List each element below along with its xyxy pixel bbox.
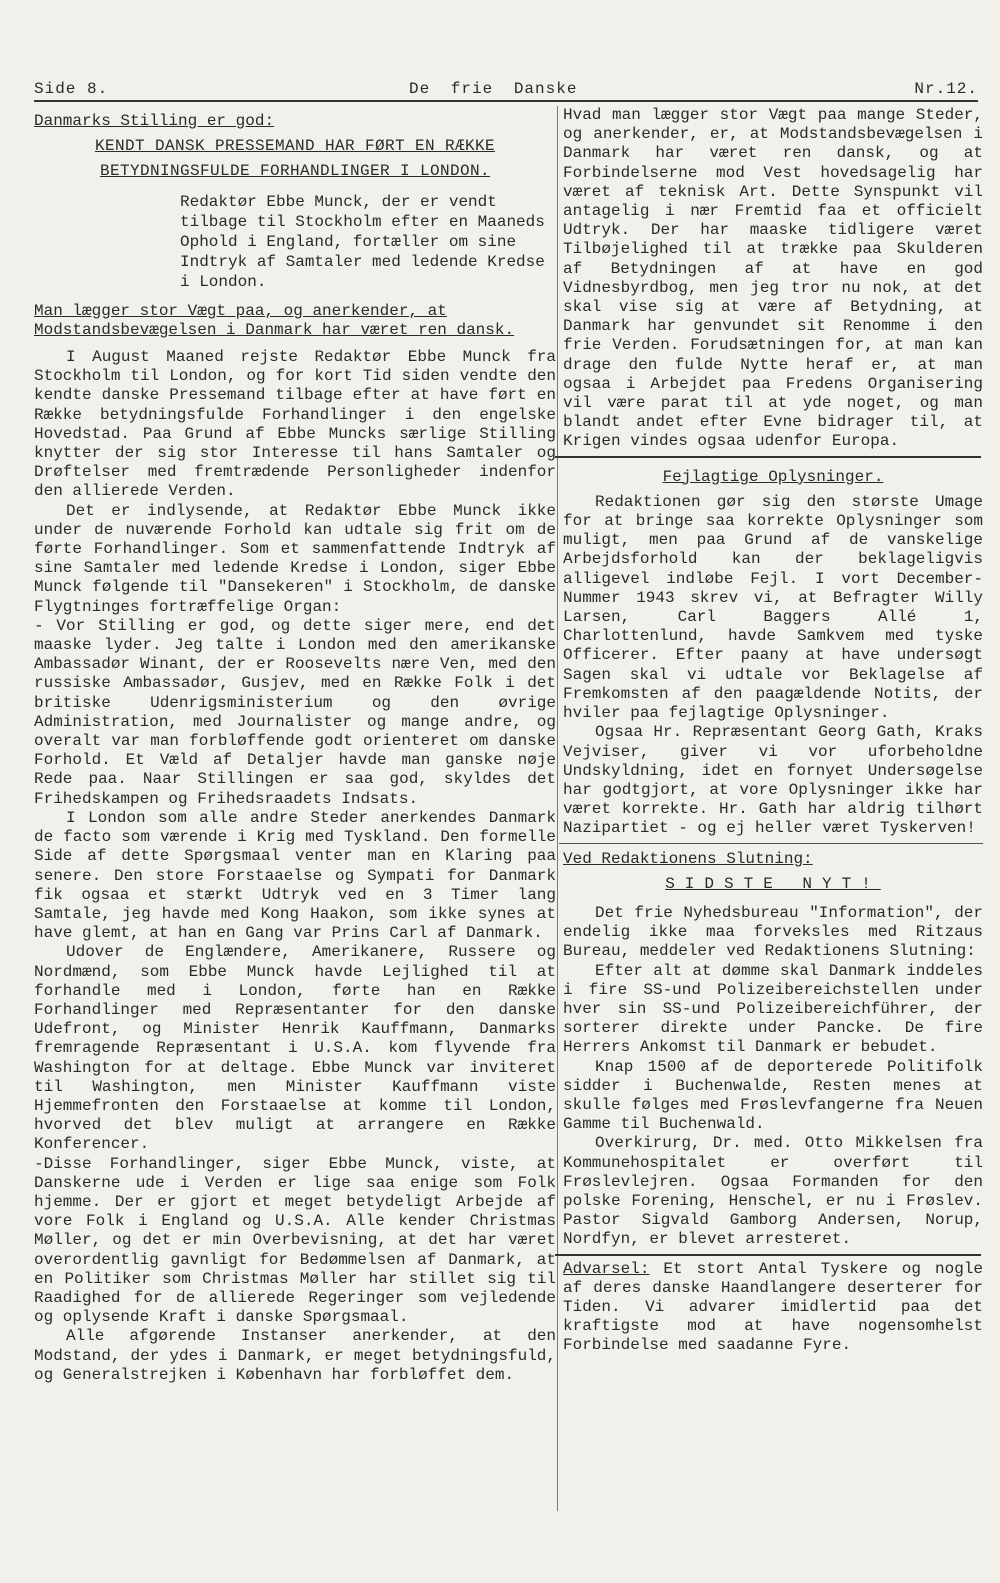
article-paragraph: I London som alle andre Steder anerkendes Danmark de facto som værende i Krig med Tyskland. Den formelle Side af dette Spørgsmaal venter man en Klaring paa senere. Den store Forstaaelse og Sympati for Danmark fik ogsaa et stærkt Udtryk ved en 3 Timer lang Samtale, jeg havde med Kong Haakon, som ikke synes at have glemt, at han en Gang var Prins Carl af Danmark. [34, 808, 556, 943]
news-paragraph: Efter alt at dømme skal Danmark inddeles i fire SS-und Polizeibereichstellen under hver sin SS-und Polizeibereichführer, der sorterer direkte under Pancke. De fire Herrers Ankomst til Danmark er bebudet. [563, 961, 983, 1057]
news-title: SIDSTE NYT! [665, 874, 881, 893]
section-rule [555, 456, 981, 458]
errata-paragraph: Ogsaa Hr. Repræsentant Georg Gath, Kraks Vejviser, giver vi vor uforbeholdne Undskyldning, idet en fornyet Undersøgelse har godtgjort, at vore Oplysninger ikke har været korrekte. Hr. Gath har aldrig tilhørt Nazipartiet - og ej heller været Tyskerven! [563, 723, 983, 838]
section-rule [559, 843, 983, 844]
news-paragraph: Overkirurg, Dr. med. Otto Mikkelsen fra Kommunehospitalet er overført til Frøslevlejren. Ogsaa Formanden for den polske Forening, Henschel, er nu i Frøslev. Pastor Sigvald Gamborg Andersen, Norup, Nordfyn, er blevet arresteret. [563, 1134, 983, 1249]
left-column [34, 112, 556, 1385]
article-continuation: Hvad man lægger stor Vægt paa mange Steder, og anerkender, er, at Modstandsbevægelsen i Danmark har været ren dansk, og at Forbindelserne mod Vest hovedsagelig har været af teknisk Art. Dette Synspunkt vil antagelig i nær Fremtid faa et officielt Udtryk. Der har maaske tidligere været Tilbøjelighed til at trække paa Skulderen af Betydningen af at have en god Vidnesbyrdbog, men jeg tror nu nok, at det skal vise sig at være af Betydning, at Danmark har genvundet sit Renomme i den frie Verden. Forudsætningen for, at man kan drage den fulde Nytte heraf er, at man ogsaa i Arbejdet paa Fredens Organisering vil være parat til at yde noget, og man blandt andet efter Evne bidrager til, at Krigen vindes ogsaa udenfor Europa. [563, 106, 983, 451]
page-number: Side 8. [34, 80, 109, 98]
page-header [34, 80, 978, 102]
article-intro: Redaktør Ebbe Munck, der er vendt tilbage til Stockholm efter en Maaneds Ophold i England, fortæller om sine Indtryk af Samtaler med ledende Kredse i London. [180, 192, 545, 291]
article-paragraph: Det er indlysende, at Redaktør Ebbe Munck ikke under de nuværende Forhold kan udtale sig frit om de førte Forhandlinger. Som et sammenfattende Indtryk af sine Samtaler med ledende Kredse i London, siger Ebbe Munck følgende til "Dansekeren" i Stockholm, de danske Flygtninges fortræffelige Organ: [34, 501, 556, 616]
news-paragraph: Knap 1500 af de deporterede Politifolk sidder i Buchenwalde, Resten menes at skulle følges med Frøslevfangerne fra Neuen Gamme til Buchenwald. [563, 1057, 983, 1134]
article-paragraph: Udover de Englændere, Amerikanere, Russere og Nordmænd, som Ebbe Munck havde Lejlighed til at forhandle med i London, førte han en Række Forhandlinger med Repræsentanter for den danske Udefront, og Minister Henrik Kauffmann, Danmarks fremragende Repræsentant i U.S.A. kom flyvende fra Washington for at deltage. Ebbe Munck var inviteret til Washington, men Minister Kauffmann viste Hjemmefronten den Forstaaelse at komme til London, hvorved det blev muligt at arrangere en Række Konferencer. [34, 943, 556, 1154]
article-headline-line2: BETYDNINGSFULDE FORHANDLINGER I LONDON. [99, 162, 491, 181]
column-divider [557, 106, 558, 1511]
errata-title: Fejlagtige Oplysninger. [662, 467, 884, 486]
article-paragraph: I August Maaned rejste Redaktør Ebbe Munck fra Stockholm til London, og for kort Tid siden vendte den kendte danske Pressemand tilbage efter at have ført en Række betydningsfulde Forhandlinger i den engelske Hovedstad. Paa Grund af Ebbe Muncks særlige Stilling knytter der sig stor Interesse til hans Samtaler og Drøftelser med fremtrædende Personligheder indenfor den allierede Verden. [34, 348, 556, 501]
article-paragraph: - Vor Stilling er god, og dette siger mere, end det maaske lyder. Jeg talte i London med den amerikanske Ambassadør Winant, der er Roosevelts nære Ven, med den russiske Ambassadør, Gusjev, med en Række Folk i det britiske Udenrigsministerium og den øvrige Administration, med Journalister og mange andre, og overalt var man forbløffende godt orienteret om danske Forhold. Et Væld af Detaljer havde man ganske nøje Rede paa. Naar Stillingen er saa god, skyldes det Frihedskampen og Frihedsraadets Indsats. [34, 616, 556, 808]
issue-number: Nr.12. [914, 80, 978, 98]
warning-label: Advarsel: [563, 1259, 650, 1278]
article-headline-line1: KENDT DANSK PRESSEMAND HAR FØRT EN RÆKKE [94, 137, 496, 156]
section-rule [555, 1254, 981, 1256]
warning-paragraph [563, 1260, 983, 1356]
masthead-title: De frie Danske [409, 80, 578, 98]
news-paragraph: Det frie Nyhedsbureau "Information", der endelig ikke maa forveksles med Ritzaus Bureau, meddeler ved Redaktionens Slutning: [563, 903, 983, 961]
header-rule [34, 100, 978, 102]
warning-text: Et stort Antal Tyskere og nogle af deres danske Haandlangere deserterer for Tiden. Vi advarer imidlertid paa det kraftigste mod at have nogensomhelst Forbindelse med saadanne Fyre. [563, 1259, 983, 1355]
errata-paragraph: Redaktionen gør sig den største Umage for at bringe saa korrekte Oplysninger som muligt, men paa Grund af de vanskelige Arbejdsforhold kan der beklageligvis alligevel indløbe Fejl. I vort December-Nummer 1943 skrev vi, at Befragter Willy Larsen, Carl Baggers Allé 1, Charlottenlund, havde Samkvem med tyske Officerer. Efter paany at have undersøgt Sagen skal vi udtale vor Beklagelse af Fremkomsten af den paagældende Notits, der hviler paa fejlagtige Oplysninger. [563, 492, 983, 723]
article-paragraph: -Disse Forhandlinger, siger Ebbe Munck, viste, at Danskerne ude i Verden er lige saa enige som Folk hjemme. Der er gjort et meget betydeligt Arbejde af vore Folk i England og U.S.A. Alle kender Christmas Møller, og det er min Overbevisning, at det har været overordentlig gavnligt for Bedømmelsen af Danmark, at en Politiker som Christmas Møller har stillet sig til Raadighed for de allierede Regeringer som vejledende og oplysende Kraft i danske Spørgsmaal. [34, 1154, 556, 1327]
news-kicker: Ved Redaktionens Slutning: [563, 849, 813, 868]
article-subhead: Man lægger stor Vægt paa, og anerkender, at Modstandsbevægelsen i Danmark har været ren dansk. [34, 301, 515, 339]
article-kicker: Danmarks Stilling er god: [34, 112, 275, 130]
article-paragraph: Alle afgørende Instanser anerkender, at den Modstand, der ydes i Danmark, er meget betydningsfuld, og Generalstrejken i København har forbløffet dem. [34, 1327, 556, 1384]
right-column [563, 106, 983, 1356]
